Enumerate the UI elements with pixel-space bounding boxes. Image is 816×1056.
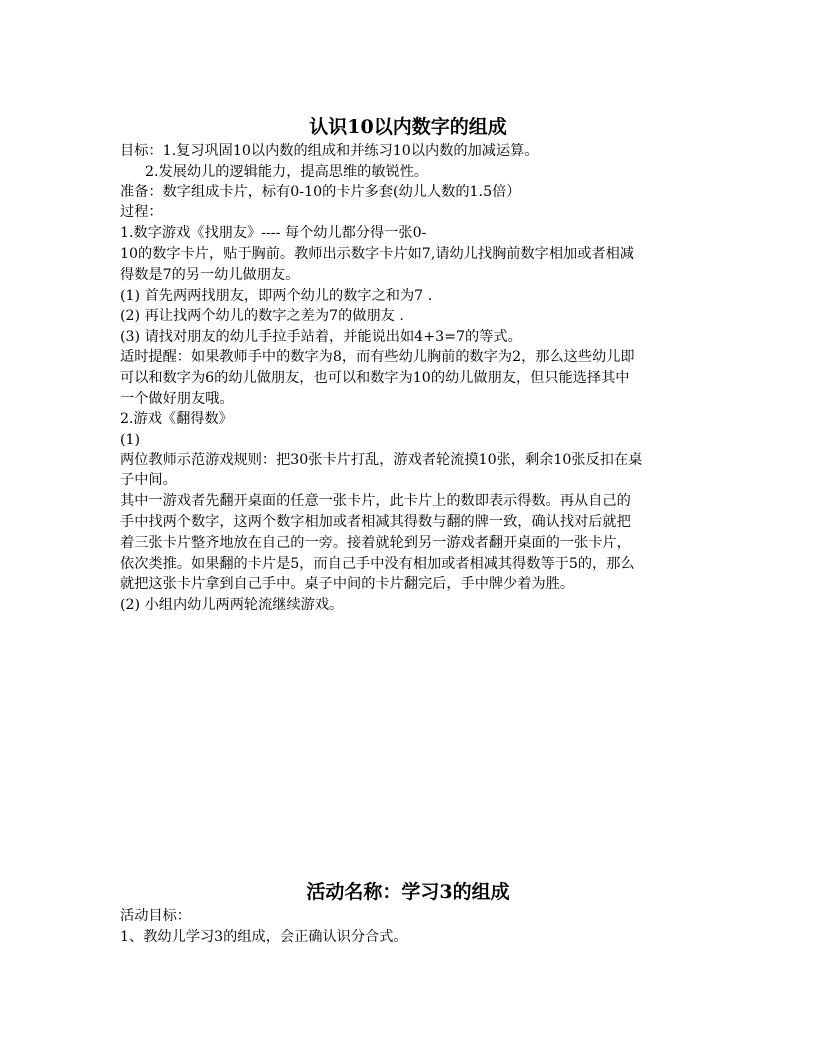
section1-title: 认识10以内数字的组成: [309, 116, 507, 138]
text-line: 手中找两个数字，这两个数字相加或者相减其得数与翻的牌一致，确认找对后就把: [120, 514, 631, 530]
text-line: (1): [120, 432, 141, 448]
text-line: (3) 请找对朋友的幼儿手拉手站着，并能说出如4+3=7的等式。: [120, 329, 522, 345]
text-line: 1.数字游戏《找朋友》---- 每个幼儿都分得一张0-: [120, 225, 427, 241]
text-line: 活动目标：: [120, 908, 191, 924]
text-line: 10的数字卡片，贴于胸前。教师出示数字卡片如7,请幼儿找胸前数字相加或者相减: [120, 246, 634, 262]
section2-title: 活动名称：学习3的组成: [306, 881, 510, 903]
text-line: 子中间。: [120, 472, 177, 488]
text-line: 得数是7的另一幼儿做朋友。: [120, 267, 300, 283]
text-line: 2.游戏《翻得数》: [120, 411, 233, 427]
text-line: 目标：1.复习巩固10以内数的组成和并练习10以内数的加减运算。: [120, 143, 539, 159]
text-line: 2.发展幼儿的逻辑能力，提高思维的敏锐性。: [145, 164, 429, 180]
text-line: (2) 再让找两个幼儿的数字之差为7的做朋友 .: [120, 308, 404, 324]
text-line: 依次类推。如果翻的卡片是5，而自己手中没有相加或者相减其得数等于5的，那么: [120, 556, 635, 572]
text-line: (1) 首先两两找朋友，即两个幼儿的数字之和为7 .: [120, 288, 433, 304]
text-line: 适时提醒：如果教师手中的数字为8，而有些幼儿胸前的数字为2，那么这些幼儿即: [120, 349, 635, 365]
text-line: (2) 小组内幼儿两两轮流继续游戏。: [120, 597, 344, 613]
text-line: 两位教师示范游戏规则：把30张卡片打乱，游戏者轮流摸10张，剩余10张反扣在桌: [120, 452, 643, 468]
text-line: 可以和数字为6的幼儿做朋友，也可以和数字为10的幼儿做朋友，但只能选择其中: [120, 370, 630, 386]
text-line: 一个做好朋友哦。: [120, 391, 234, 407]
text-line: 着三张卡片整齐地放在自己的一旁。接着就轮到另一游戏者翻开桌面的一张卡片，: [120, 535, 631, 551]
text-line: 其中一游戏者先翻开桌面的任意一张卡片，此卡片上的数即表示得数。再从自己的: [120, 493, 631, 509]
text-line: 就把这张卡片拿到自己手中。桌子中间的卡片翻完后，手中牌少着为胜。: [120, 576, 575, 592]
text-line: 过程：: [120, 204, 163, 220]
text-line: 准备：数字组成卡片，标有0-10的卡片多套(幼儿人数的1.5倍）: [120, 184, 521, 200]
text-line: 1、教幼儿学习3的组成，会正确认识分合式。: [120, 929, 408, 945]
